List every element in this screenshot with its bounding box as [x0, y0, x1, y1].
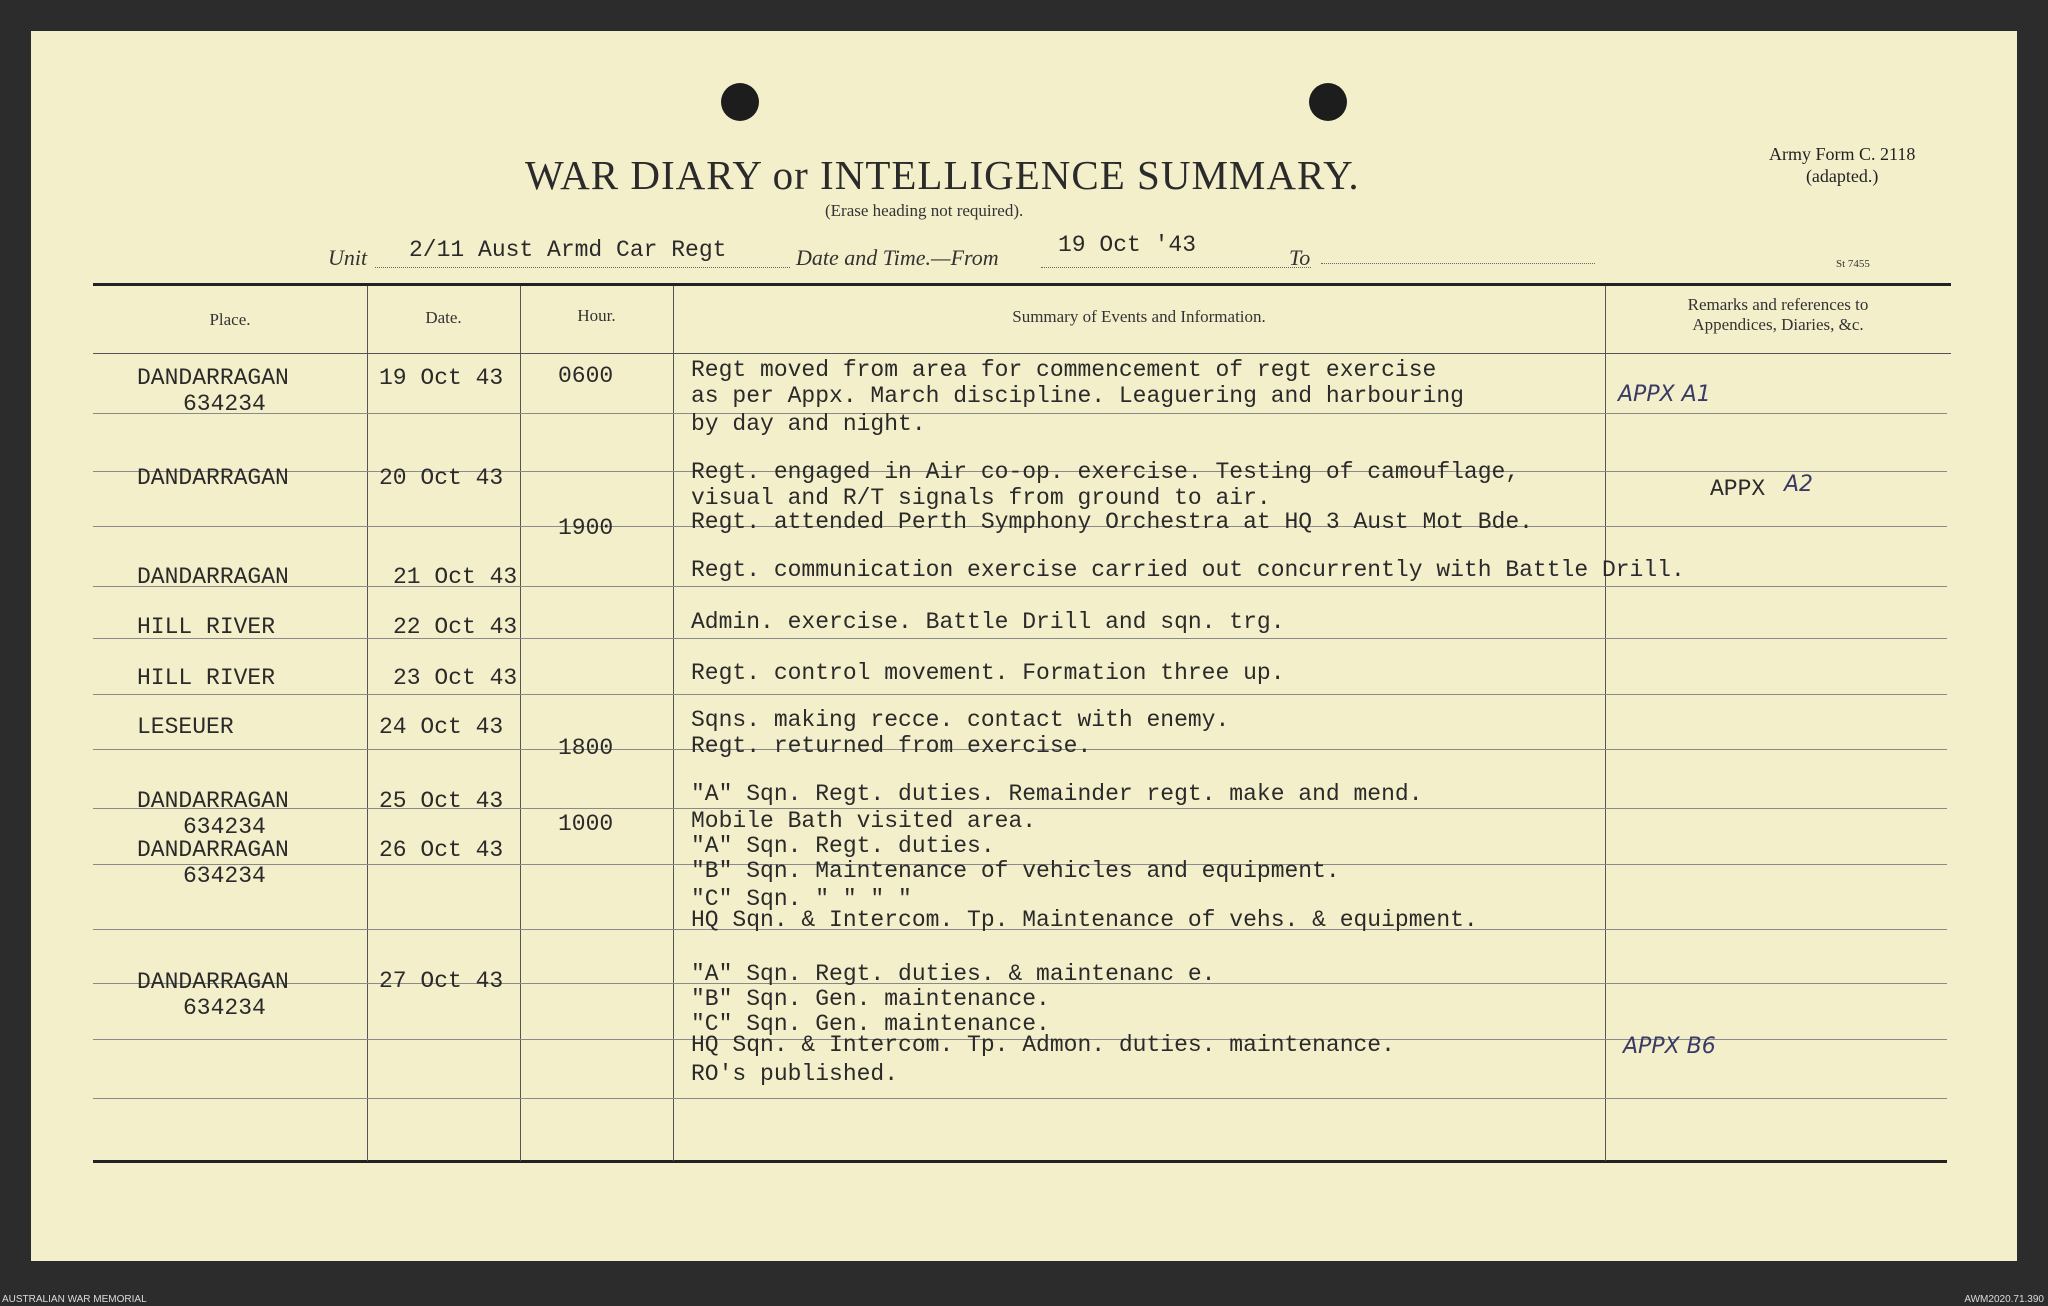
- entry-hour: 1000: [558, 811, 614, 837]
- entry-grid-ref: 634234: [183, 814, 266, 840]
- form-title: WAR DIARY or INTELLIGENCE SUMMARY.: [525, 152, 1360, 198]
- entry-place: DANDARRAGAN: [137, 969, 289, 995]
- form-subtitle: (Erase heading not required).: [825, 201, 1024, 220]
- entry-date: 21 Oct 43: [393, 564, 518, 590]
- column-header-summary: Summary of Events and Information.: [1012, 307, 1266, 326]
- row-rule: [93, 586, 1947, 587]
- unit-value: 2/11 Aust Armd Car Regt: [409, 237, 727, 263]
- entry-place: DANDARRAGAN: [137, 788, 289, 814]
- unit-label: Unit: [328, 245, 368, 270]
- remark-appendix-ref: APPX: [1710, 476, 1766, 502]
- entry-place: DANDARRAGAN: [137, 365, 289, 391]
- entry-summary: Regt. communication exercise carried out concurrently with Battle Drill.: [691, 557, 1685, 583]
- row-rule: [93, 413, 1947, 414]
- entry-grid-ref: 634234: [183, 995, 266, 1021]
- remarks-header-line1: Remarks and references to: [1687, 295, 1869, 314]
- entry-summary: "A" Sqn. Regt. duties. & maintenanc e.: [691, 961, 1216, 987]
- entry-summary: Regt. returned from exercise.: [691, 733, 1092, 759]
- col-divider-summary: [1605, 286, 1606, 1161]
- entry-date: 23 Oct 43: [393, 665, 518, 691]
- entry-summary: Regt. engaged in Air co-op. exercise. Testing of camouflage,: [691, 459, 1520, 485]
- entry-summary: "C" Sqn. Gen. maintenance.: [691, 1011, 1050, 1037]
- remark-appendix-ref: APPX A1: [1618, 382, 1711, 407]
- col-divider-hour: [673, 286, 674, 1161]
- entry-summary: "A" Sqn. Regt. duties. Remainder regt. make and mend.: [691, 781, 1423, 807]
- entry-grid-ref: 634234: [183, 391, 266, 417]
- header-rule: [93, 353, 1951, 354]
- entry-date: 24 Oct 43: [379, 714, 504, 740]
- col-divider-date: [520, 286, 521, 1161]
- entry-summary: as per Appx. March discipline. Leaguering and harbouring: [691, 383, 1464, 409]
- col-divider-place: [367, 286, 368, 1161]
- to-label: To: [1289, 245, 1311, 270]
- column-header-place: Place.: [209, 310, 251, 329]
- remark-appendix-ref: A2: [1784, 472, 1814, 497]
- entry-place: LESEUER: [137, 714, 234, 740]
- archive-footer-left: AUSTRALIAN WAR MEMORIAL: [2, 1294, 147, 1305]
- column-header-date: Date.: [425, 308, 462, 327]
- entry-summary: Mobile Bath visited area.: [691, 808, 1037, 834]
- from-underline: [1041, 267, 1311, 268]
- entry-summary: visual and R/T signals from ground to air.: [691, 485, 1271, 511]
- row-rule: [93, 694, 1947, 695]
- entry-hour: 0600: [558, 363, 614, 389]
- entry-place: DANDARRAGAN: [137, 564, 289, 590]
- entry-summary: "B" Sqn. Gen. maintenance.: [691, 986, 1050, 1012]
- entry-summary: HQ Sqn. & Intercom. Tp. Admon. duties. maintenance.: [691, 1032, 1395, 1058]
- entry-summary: Regt moved from area for commencement of regt exercise: [691, 357, 1437, 383]
- from-date-value: 19 Oct '43: [1058, 232, 1197, 258]
- entry-summary: Regt. attended Perth Symphony Orchestra at HQ 3 Aust Mot Bde.: [691, 509, 1533, 535]
- entry-date: 27 Oct 43: [379, 968, 504, 994]
- entry-summary: RO's published.: [691, 1061, 899, 1087]
- entry-summary: Admin. exercise. Battle Drill and sqn. trg.: [691, 609, 1285, 635]
- entry-place: HILL RIVER: [137, 665, 276, 691]
- entry-summary: "A" Sqn. Regt. duties.: [691, 833, 995, 859]
- entry-summary: by day and night.: [691, 411, 926, 437]
- entry-summary: HQ Sqn. & Intercom. Tp. Maintenance of vehs. & equipment.: [691, 907, 1478, 933]
- entry-date: 20 Oct 43: [379, 465, 504, 491]
- form-ref-line2: (adapted.): [1805, 166, 1879, 186]
- army-form-reference: [1769, 143, 1915, 187]
- form-ref-line1: Army Form C. 2118: [1769, 144, 1916, 164]
- table-top-rule: [93, 283, 1951, 286]
- archive-footer-right: AWM2020.71.390: [1964, 1294, 2044, 1305]
- date-time-label: Date and Time.—From: [796, 245, 999, 270]
- column-header-hour: Hour.: [577, 306, 616, 325]
- punch-hole-left: [721, 83, 759, 121]
- table-bottom-rule: [93, 1160, 1947, 1163]
- entry-place: HILL RIVER: [137, 614, 276, 640]
- entry-date: 25 Oct 43: [379, 788, 504, 814]
- unit-underline: [375, 267, 790, 268]
- entry-summary: Sqns. making recce. contact with enemy.: [691, 707, 1230, 733]
- punch-hole-right: [1309, 83, 1347, 121]
- entry-place: DANDARRAGAN: [137, 465, 289, 491]
- to-underline: [1321, 263, 1595, 264]
- entry-hour: 1800: [558, 735, 614, 761]
- stock-number: St 7455: [1836, 258, 1870, 270]
- column-header-remarks: [1605, 295, 1951, 335]
- entry-place: DANDARRAGAN: [137, 837, 289, 863]
- entry-grid-ref: 634234: [183, 863, 266, 889]
- remarks-header-line2: Appendices, Diaries, &c.: [1692, 315, 1864, 334]
- entry-date: 22 Oct 43: [393, 614, 518, 640]
- entry-summary: Regt. control movement. Formation three up.: [691, 660, 1285, 686]
- row-rule: [93, 638, 1947, 639]
- entry-summary: "B" Sqn. Maintenance of vehicles and equipment.: [691, 858, 1340, 884]
- row-rule: [93, 1098, 1947, 1099]
- entry-hour: 1900: [558, 515, 614, 541]
- entry-summary: "C" Sqn. " " " ": [691, 886, 912, 912]
- war-diary-sheet: [31, 31, 2017, 1261]
- entry-date: 19 Oct 43: [379, 365, 504, 391]
- entry-date: 26 Oct 43: [379, 837, 504, 863]
- remark-appendix-ref: APPX B6: [1623, 1034, 1716, 1059]
